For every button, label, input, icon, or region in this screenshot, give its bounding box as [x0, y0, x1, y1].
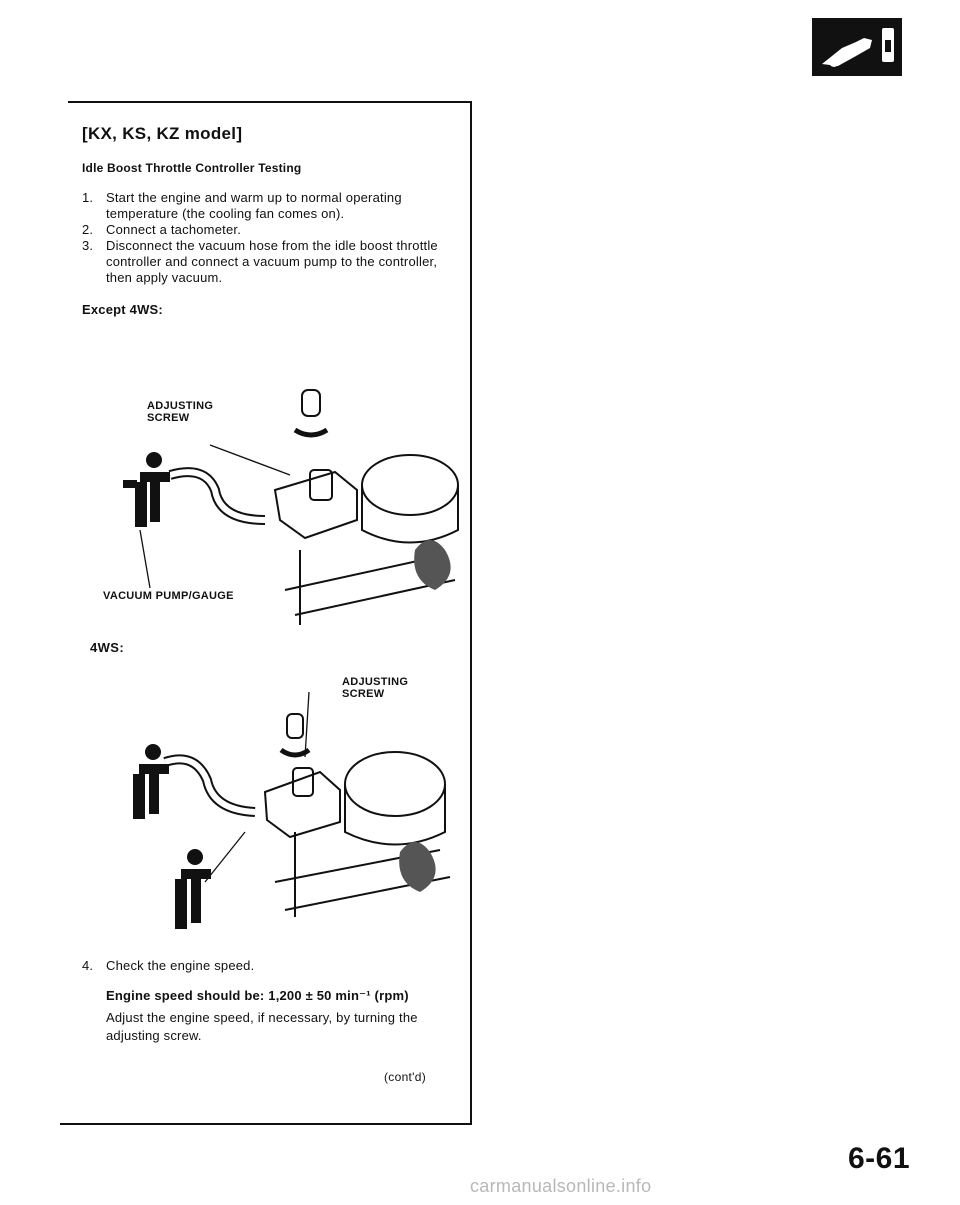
step-text: Start the engine and warm up to normal operating temperature (the cooling fan comes on). [106, 190, 402, 221]
engine-speed-spec: Engine speed should be: 1,200 ± 50 min⁻¹ (rpm) [106, 988, 409, 1003]
procedure-text [82, 126, 460, 318]
continued-note: (cont'd) [384, 1070, 427, 1084]
variant-except-4ws: Except 4WS: [82, 302, 163, 317]
step-2 [82, 222, 460, 238]
diagram-4ws [95, 672, 475, 942]
adjusting-screw-label: ADJUSTING SCREW [147, 400, 214, 424]
vacuum-pump-label: VACUUM PUMP/GAUGE [103, 590, 234, 602]
adjust-instruction: Adjust the engine speed, if necessary, by turning the adjusting screw. [106, 1010, 418, 1043]
top-rule [68, 101, 472, 103]
procedure-heading: Idle Boost Throttle Controller Testing [82, 161, 302, 175]
variant-4ws: 4WS: [90, 640, 125, 655]
throttle-body-illustration [95, 672, 475, 942]
step-text: Disconnect the vacuum hose from the idle boost throttle controller and connect a vacuum pump to the controller, then apply vacuum. [106, 238, 438, 285]
step-text: Check the engine speed. [106, 958, 255, 973]
throttle-body-icon [812, 18, 902, 76]
step-number: 1. [82, 190, 94, 205]
step-3 [82, 238, 460, 286]
page-number: 6-61 [848, 1142, 911, 1175]
section-title: [KX, KS, KZ model] [82, 124, 243, 143]
bottom-rule [60, 1123, 472, 1125]
watermark: carmanualsonline.info [470, 1176, 652, 1196]
step-1 [82, 190, 460, 222]
step-number: 2. [82, 222, 94, 237]
step-text: Connect a tachometer. [106, 222, 241, 237]
step-number: 3. [82, 238, 94, 253]
step-4-block [82, 957, 462, 1045]
step-number: 4. [82, 958, 94, 973]
step-4 [82, 957, 462, 975]
diagram-except-4ws [95, 380, 475, 630]
adjusting-screw-label: ADJUSTING SCREW [342, 676, 409, 700]
